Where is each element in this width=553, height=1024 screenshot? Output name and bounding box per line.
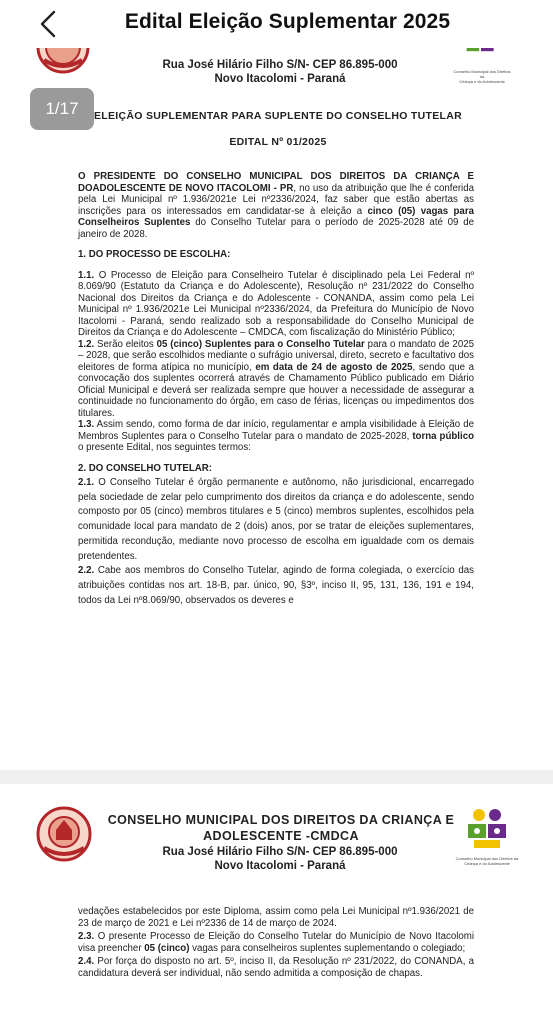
paragraph-2-2: 2.2. Cabe aos membros do Conselho Tutelar, agindo de forma colegiada, o exercício das atribuições contidas nos art. 18-B, par. único, 90, §3º, inciso II, 95, 131, 136, 191 e 194, todos da Lei nº8.069/90, observados os deveres e xyxy=(78,565,474,606)
page-1-body xyxy=(78,171,474,608)
paragraph-2-1: 2.1. O Conselho Tutelar é órgão permanente e autônomo, não jurisdicional, encarregado pela sociedade de zelar pelo cumprimento dos direitos da criança e do adolescente, sendo composto por 05 (cinco) membros titulares e 5 (cinco) membros suplentes, escolhidos pela comunidade local para mandato de 2 (dois) anos, por se tratar de eleições suplementares, permitida recondução, mediante novo processo de escolha em igualdade com os demais pretendentes. xyxy=(78,477,474,562)
logo-caption: Conselho Municipal dos Direitos da Criança e do Adolescente xyxy=(455,856,519,866)
paragraph-1-1: 1.1. O Processo de Eleição para Conselheiro Tutelar é disciplinado pela Lei Federal nº 8.069/90 (Estatuto da Criança e do Adolescente), Resolução nº 231/2022 do Conselho Nacional dos Direitos da Criança e do Adolescente - CONANDA, assim como pela Lei Municipal nº 1.936/2021e Lei Municipal nº2336/2024, da Prefeitura do Município de Novo Itacolomi - Paraná, sendo realizado sob a responsabilidade do Conselho Municipal de Direitos da Criança e do Adolescente – CMDCA, com fiscalização do Ministério Público; xyxy=(78,269,474,338)
address-line-1: Rua José Hilário Filho S/N- CEP 86.895-000 xyxy=(162,846,398,858)
address-line-1: Rua José Hilário Filho S/N- CEP 86.895-000 xyxy=(162,59,398,71)
cmdca-logo-icon xyxy=(462,804,512,854)
intro-paragraph: O PRESIDENTE DO CONSELHO MUNICIPAL DOS DIREITOS DA CRIANÇA E DOADOLESCENTE DE NOVO ITACOLOMI - PR, no uso da atribuição que lhe é conferida pela Lei Municipal nº 1.936/2021e Lei nº2336/2024, faz saber que estão abertas as inscrições para os interessados em candidatar-se à eleição a cinco (05) vagas para Conselheiros Suplentes do Conselho Tutelar para o período de 2025-2028 até 09 de janeiro de 2028. xyxy=(78,171,474,240)
paragraph-2-4: 2.4. Por força do disposto no art. 5º, inciso II, da Resolução nº 231/2022, do CONANDA, a candidatura deverá ser individual, não sendo admitida a composição de chapas. xyxy=(78,955,474,980)
section-1-title: 1. DO PROCESSO DE ESCOLHA: xyxy=(78,249,231,260)
paragraph-1-2: 1.2. Serão eleitos 05 (cinco) Suplentes para o Conselho Tutelar para o mandato de 2025 – 2028, que serão escolhidos mediante o sufrágio universal, direto, secreto e facultativo dos eleitores de forma atípica no município, em data de 24 de agosto de 2025, sendo que a convocação dos suplentes ocorrerá através de Chamamento Público publicado em Diário Oficial Municipal e deverá ser realizada sempre que houver a necessidade de assegurar a continuidade no funcionamento do órgão, em caso de férias, licenças ou impedimentos dos titulares. xyxy=(78,338,475,419)
address-line-2: Novo Itacolomi - Paraná xyxy=(214,860,346,872)
paragraph-2-3: 2.3. O presente Processo de Eleição do Conselho Tutelar do Município de Novo Itacolomi visa preencher 05 (cinco) vagas para conselheiros suplentes suplementando o colegiado; xyxy=(78,930,474,955)
app-header xyxy=(0,0,553,48)
election-heading: ELEIÇÃO SUPLEMENTAR PARA SUPLENTE DO CONSELHO TUTELAR xyxy=(93,110,463,122)
document-title: Edital Eleição Suplementar 2025 xyxy=(124,10,451,33)
logo-caption: Conselho Municipal dos Direitos da Criança e do Adolescente xyxy=(453,69,511,84)
page-divider xyxy=(0,770,553,784)
address-line-2: Novo Itacolomi - Paraná xyxy=(214,73,346,85)
page-2-body xyxy=(78,906,474,980)
edital-number: EDITAL Nº 01/2025 xyxy=(229,136,327,148)
paragraph-1-3: 1.3. Assim sendo, como forma de dar início, regulamentar e ampla visibilidade à Eleição de Membros Suplentes para o Conselho Tutelar para o mandato de 2025-2028, torna público o presente Edital, nos seguintes termos: xyxy=(78,419,474,453)
council-title: CONSELHO MUNICIPAL DOS DIREITOS DA CRIANÇA E ADOLESCENTE -CMDCA xyxy=(107,813,455,843)
page-indicator-badge: 1/17 xyxy=(30,88,94,130)
section-2-title: 2. DO CONSELHO TUTELAR: xyxy=(78,462,213,474)
continuation-paragraph: vedações estabelecidos por este Diploma, assim como pela Lei Municipal nº1.936/2021 de 23 de março de 2021 e Lei nº2336 de 14 de março de 2024. xyxy=(78,906,474,930)
municipal-seal-icon xyxy=(36,806,92,862)
